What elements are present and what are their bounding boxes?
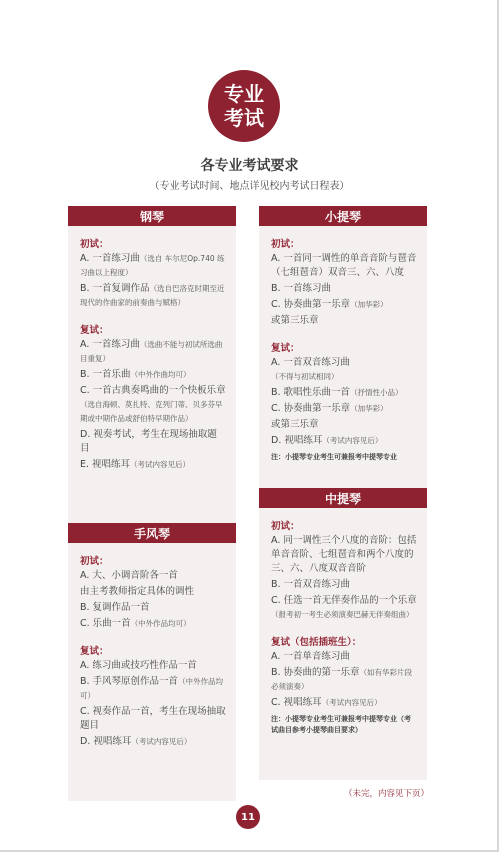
violin-note: 注：小提琴专业考生可兼报考中提琴专业	[271, 453, 397, 461]
badge-line-1: 专业	[224, 82, 264, 106]
accordion-final-item: A. 练习曲或技巧性作品一首	[80, 660, 197, 671]
section-badge	[208, 70, 280, 142]
viola-header: 中提琴	[259, 488, 427, 508]
violin-initial-item: 或第三乐章	[271, 315, 319, 326]
viola-initial-item: A. 同一调性三个八度的音阶：包括单音音阶、七组琶音和两个八度的三、六、八度双音音阶	[271, 535, 417, 574]
violin-final-label: 复试：	[271, 343, 300, 354]
page-title: 各专业考试要求	[200, 158, 299, 174]
violin-final-item: B. 歌唱性乐曲一首（抒情性小品）	[271, 387, 403, 398]
piano-final-item: A. 一首练习曲（选曲不能与初试所选曲目重复）	[80, 339, 223, 363]
accordion-initial-label: 初试：	[80, 556, 109, 567]
accordion-panel	[68, 523, 236, 801]
accordion-initial-item: C. 乐曲一首（中外作品均可）	[80, 618, 191, 629]
piano-initial-label: 初试：	[80, 239, 109, 250]
violin-initial-item: B. 一首练习曲	[271, 283, 332, 294]
piano-final-item: E. 视唱练耳（考试内容见后）	[80, 459, 191, 470]
violin-initial-item: C. 协奏曲第一乐章（加华彩）	[271, 299, 388, 310]
violin-panel	[259, 206, 427, 488]
accordion-initial-item: A. 大、小调音阶各一首	[80, 570, 178, 581]
piano-initial-item: A. 一首练习曲（选自 车尔尼Op.740 练习曲以上程度）	[80, 253, 225, 277]
violin-final-item: C. 协奏曲第一乐章（加华彩）	[271, 403, 388, 414]
accordion-final-item: C. 视奏作品一首，考生在现场抽取题目	[80, 706, 226, 731]
piano-initial-item: B. 一首复调作品（选自巴洛克时期至近现代的作曲家的前奏曲与赋格）	[80, 283, 225, 307]
violin-final-item: A. 一首双音练习曲（不得与初试相同）	[271, 357, 350, 381]
violin-header: 小提琴	[259, 206, 427, 226]
piano-final-item: C. 一首古典奏鸣曲的一个快板乐章（选自海顿、莫扎特、克列门蒂、贝多芬早期或中期作品或舒伯特早期作品）	[80, 385, 226, 423]
piano-final-item: B. 一首乐曲（中外作曲均可）	[80, 369, 191, 380]
accordion-final-item: B. 手风琴原创作品一首（中外作品均可）	[80, 676, 224, 700]
viola-panel	[259, 488, 427, 780]
page-number: 11	[236, 805, 260, 829]
viola-initial-item: B. 一首双音练习曲	[271, 579, 351, 590]
piano-final-item: D. 视奏考试，考生在现场抽取题目	[80, 429, 217, 454]
accordion-final-item: D. 视唱练耳（考试内容见后）	[80, 736, 192, 747]
viola-final-item: C. 视唱练耳（考试内容见后）	[271, 697, 382, 708]
piano-header: 钢琴	[68, 206, 236, 226]
violin-initial-item: A. 一首同一调性的单音音阶与琶音（七组琶音）双音三、六、八度	[271, 253, 417, 278]
accordion-initial-item: B. 复调作品一首	[80, 602, 150, 613]
violin-initial-label: 初试：	[271, 239, 300, 250]
badge-line-2: 考试	[224, 106, 264, 130]
viola-note: 注：小提琴专业考生可兼报考中提琴专业（考试曲目参考小提琴曲目要求）	[271, 715, 411, 734]
accordion-header: 手风琴	[68, 523, 236, 543]
viola-final-item: B. 协奏曲的第一乐章（如有华彩片段必须演奏）	[271, 667, 413, 691]
viola-initial-item: C. 任选一首无伴奏作品的一个乐章（报考初一考生必须演奏巴赫无伴奏组曲）	[271, 595, 417, 619]
violin-final-item: D. 视唱练耳（考试内容见后）	[271, 435, 383, 446]
page-subtitle: （专业考试时间、地点详见校内考试日程表）	[149, 181, 350, 192]
accordion-initial-item: 由主考教师指定具体的调性	[80, 586, 195, 597]
violin-final-item: 或第三乐章	[271, 419, 319, 430]
continued-note: （未完，内容见下页）	[343, 789, 429, 799]
accordion-final-label: 复试：	[80, 646, 109, 657]
piano-final-label: 复试：	[80, 325, 109, 336]
viola-initial-label: 初试：	[271, 521, 300, 532]
piano-panel	[68, 206, 236, 524]
viola-final-item: A. 一首单音练习曲	[271, 651, 350, 662]
viola-final-label: 复试（包括插班生）：	[271, 637, 362, 648]
